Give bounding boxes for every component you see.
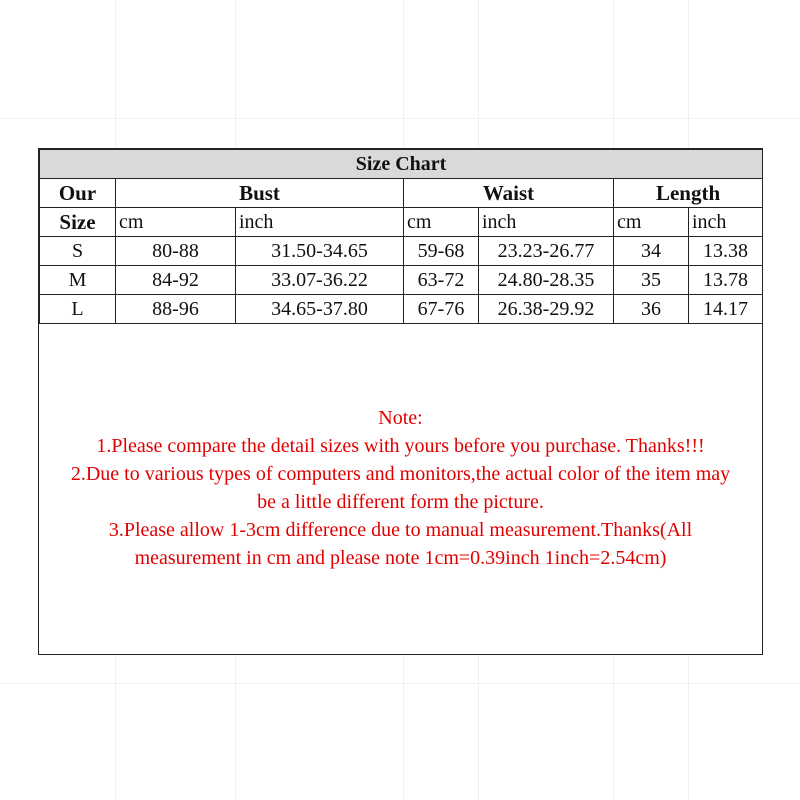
bust-cm-value: 80-88: [116, 237, 236, 266]
note-line-2b: be a little different form the picture.: [257, 491, 544, 513]
length-cm-value: 36: [614, 295, 689, 324]
waist-inch-value: 24.80-28.35: [479, 266, 614, 295]
waist-cm-value: 63-72: [404, 266, 479, 295]
length-cm-value: 35: [614, 266, 689, 295]
bust-header: Bust: [116, 179, 404, 208]
size-header-top: Our: [40, 179, 116, 208]
grid-line: [0, 683, 800, 684]
note-block: [39, 404, 762, 572]
waist-cm-unit: cm: [404, 208, 479, 237]
bust-cm-unit: cm: [116, 208, 236, 237]
title-row: [40, 150, 763, 179]
note-line-3a: 3.Please allow 1-3cm difference due to manual measurement.Thanks(All: [108, 519, 693, 541]
length-header: Length: [614, 179, 763, 208]
unit-row: [40, 208, 763, 237]
table-row: [40, 295, 763, 324]
note-heading: Note:: [378, 407, 423, 429]
waist-inch-unit: inch: [479, 208, 614, 237]
waist-inch-value: 26.38-29.92: [479, 295, 614, 324]
table-row: [40, 237, 763, 266]
size-header-bottom: Size: [40, 208, 116, 237]
length-inch-unit: inch: [689, 208, 763, 237]
size-chart-sheet: [38, 148, 763, 655]
length-inch-value: 13.38: [689, 237, 763, 266]
length-inch-value: 14.17: [689, 295, 763, 324]
bust-inch-value: 34.65-37.80: [236, 295, 404, 324]
bust-inch-value: 33.07-36.22: [236, 266, 404, 295]
waist-cm-value: 59-68: [404, 237, 479, 266]
table-row: [40, 266, 763, 295]
waist-cm-value: 67-76: [404, 295, 479, 324]
grid-line: [0, 118, 800, 119]
size-chart-table: [39, 149, 763, 324]
note-line-1: 1.Please compare the detail sizes with yours before you purchase. Thanks!!!: [96, 435, 705, 457]
length-cm-value: 34: [614, 237, 689, 266]
waist-inch-value: 23.23-26.77: [479, 237, 614, 266]
header-row: [40, 179, 763, 208]
size-value: S: [40, 237, 116, 266]
bust-inch-value: 31.50-34.65: [236, 237, 404, 266]
waist-header: Waist: [404, 179, 614, 208]
bust-inch-unit: inch: [236, 208, 404, 237]
bust-cm-value: 84-92: [116, 266, 236, 295]
table-title: Size Chart: [40, 150, 763, 179]
note-line-3b: measurement in cm and please note 1cm=0.39inch 1inch=2.54cm): [134, 547, 667, 569]
length-cm-unit: cm: [614, 208, 689, 237]
bust-cm-value: 88-96: [116, 295, 236, 324]
size-value: M: [40, 266, 116, 295]
size-value: L: [40, 295, 116, 324]
note-line-2a: 2.Due to various types of computers and monitors,the actual color of the item may: [70, 463, 731, 485]
length-inch-value: 13.78: [689, 266, 763, 295]
